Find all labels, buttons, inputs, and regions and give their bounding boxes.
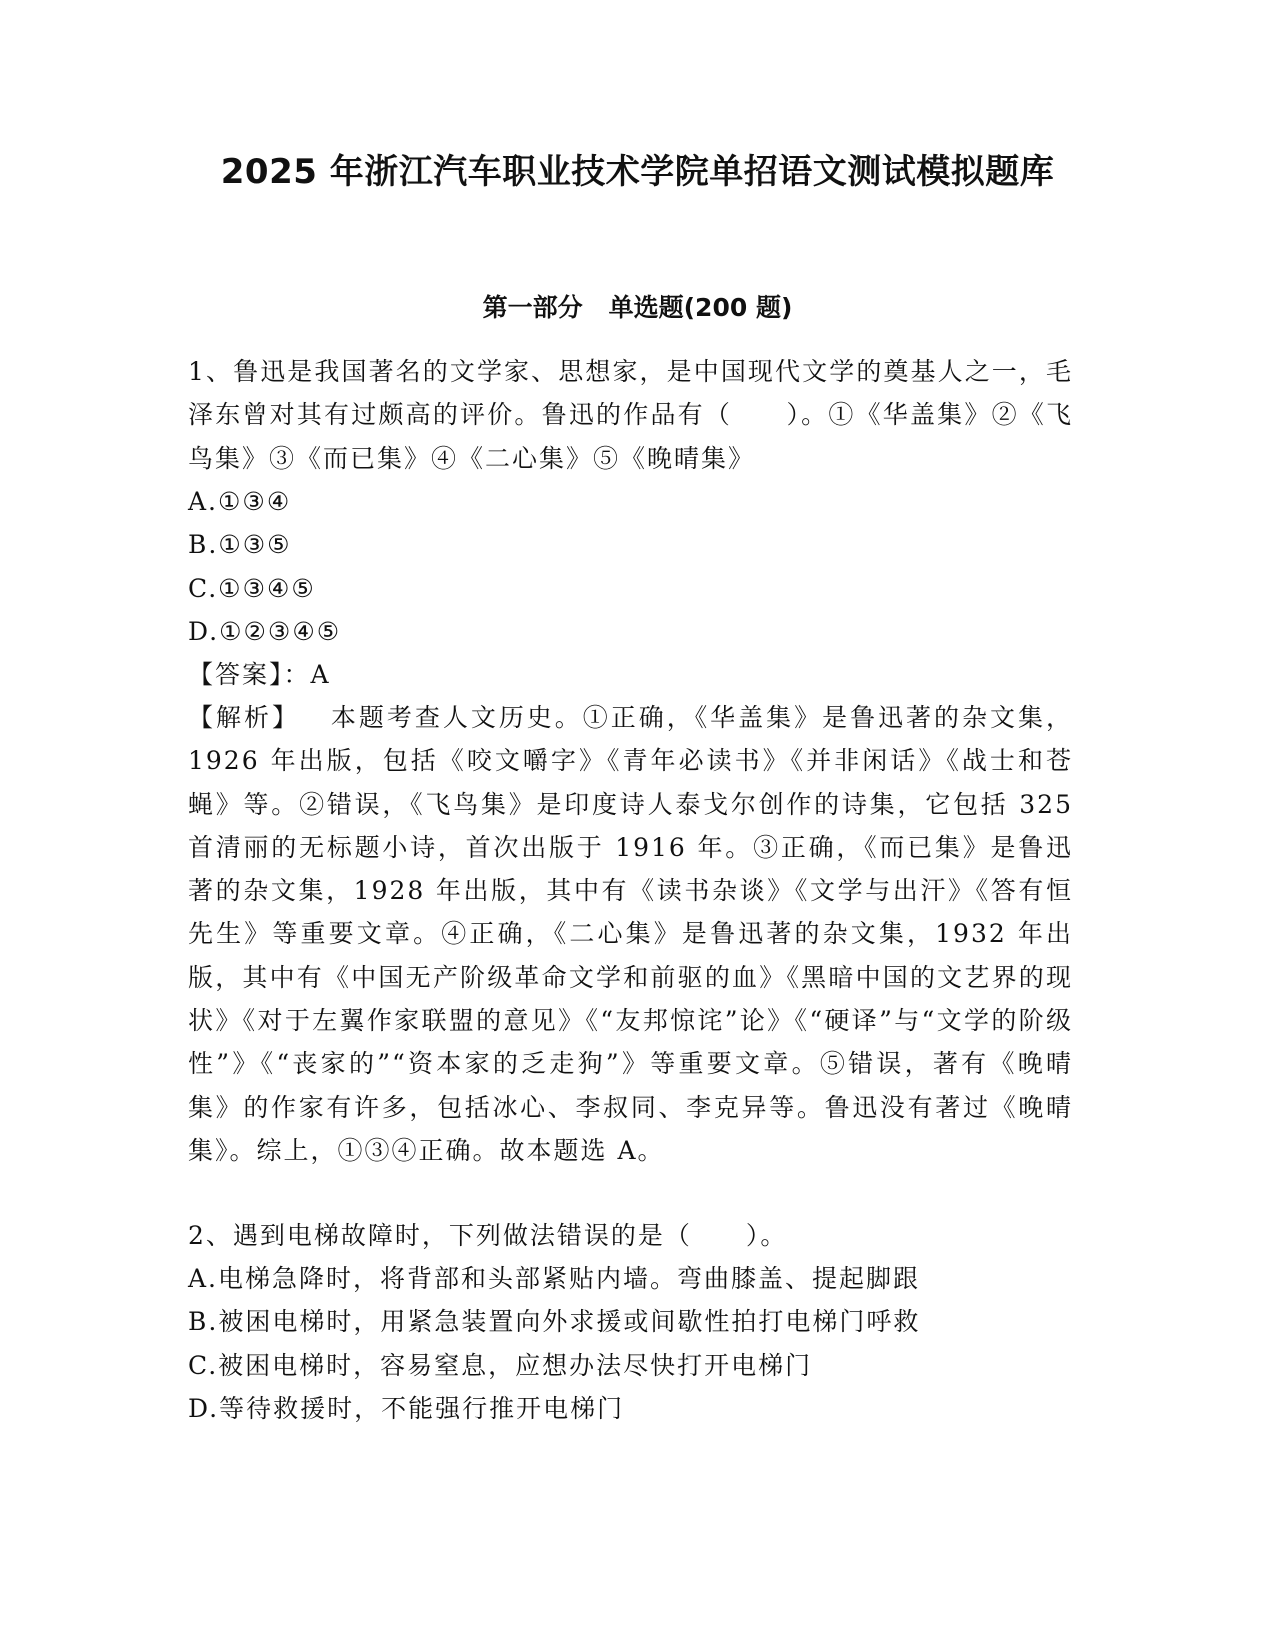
section-name: 单选题(200 题) (608, 293, 793, 322)
question-2-option-b: B.被困电梯时，用紧急装置向外求援或间歇性拍打电梯门呼救 (188, 1307, 921, 1337)
question-2-option-d: D.等待救援时，不能强行推开电梯门 (188, 1393, 625, 1423)
question-1-option-a: A.①③④ (188, 487, 292, 516)
question-1-analysis (188, 696, 1073, 1172)
question-1-option-c: C.①③④⑤ (188, 573, 316, 603)
question-2-option-c: C.被困电梯时，容易窒息，应想办法尽快打开电梯门 (188, 1350, 813, 1380)
question-1-option-b: B.①③⑤ (188, 530, 292, 560)
question-1-answer (188, 653, 1073, 696)
answer-value: A (310, 660, 331, 689)
analysis-text: 本题考查人文历史。①正确，《华盖集》是鲁迅著的杂文集，1926 年出版，包括《咬文嚼字》《青年必读书》《并非闲话》《战士和苍蝇》等。②错误，《飞鸟集》是印度诗人泰戈尔创作的诗集，它包括 325 首清丽的无标题小诗，首次出版于 1916 年。③正确，《而已集》是鲁迅著的杂文集，1928 年出版，其中有《读书杂谈》《文学与出汗》《答有恒先生》等重要文章。④正确，《二心集》是鲁迅著的杂文集，1932 年出版，其中有《中国无产阶级革命文学和前驱的血》《黑暗中国的文艺界的现状》《对于左翼作家联盟的意见》《“友邦惊诧”论》《“硬译”与“文学的阶级性”》《“丧家的”“资本家的乏走狗”》等重要文章。⑤错误，著有《晚晴集》的作家有许多，包括冰心、李叔同、李克异等。鲁迅没有著过《晚晴集》。综上，①③④正确。故本题选 A。 (188, 703, 1073, 1165)
document-title: 2025 年浙江汽车职业技术学院单招语文测试模拟题库 (220, 152, 1055, 192)
question-1-stem: 1、鲁迅是我国著名的文学家、思想家，是中国现代文学的奠基人之一，毛泽东曾对其有过颇高的评价。鲁迅的作品有（ ）。①《华盖集》②《飞鸟集》③《而已集》④《二心集》⑤《晚晴集》 (188, 357, 1073, 473)
question-1-option-d: D.①②③④⑤ (188, 616, 342, 646)
question-2-options (188, 1257, 1073, 1430)
question-2-stem: 2、遇到电梯故障时，下列做法错误的是（ ）。 (188, 1221, 788, 1250)
question-1-options (188, 480, 1073, 653)
analysis-label: 【解析】 (188, 703, 300, 732)
question-2-option-a: A.电梯急降时，将背部和头部紧贴内墙。弯曲膝盖、提起脚跟 (188, 1264, 921, 1293)
answer-label: 【答案】： (188, 660, 311, 689)
section-heading (0, 292, 1275, 324)
section-part: 第一部分 (482, 293, 583, 322)
